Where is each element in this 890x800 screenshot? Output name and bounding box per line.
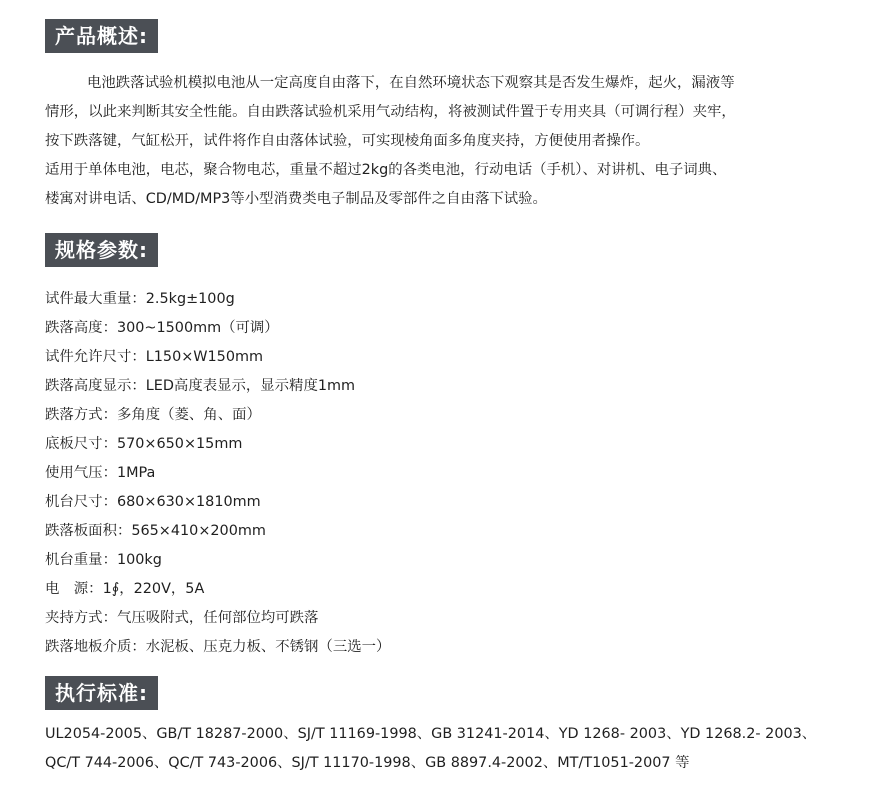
spec-item-machine-weight: 机台重量：100kg bbox=[45, 552, 162, 568]
spec-item-clamping: 夹持方式：气压吸附式，任何部位均可跌落 bbox=[45, 610, 319, 626]
spec-item-air-pressure: 使用气压：1MPa bbox=[45, 465, 156, 481]
overview-line-4: 适用于单体电池，电芯，聚合物电芯，重量不超过2kg的各类电池，行动电话（手机）、对讲机、电子词典、 bbox=[45, 162, 727, 178]
standards-line-1: UL2054-2005、GB/T 18287-2000、SJ/T 11169-1998、GB 31241-2014、YD 1268- 2003、YD 1268.2- 2003、 bbox=[45, 726, 817, 742]
spec-item-drop-mode: 跌落方式：多角度（菱、角、面） bbox=[45, 407, 261, 423]
spec-item-floor-medium: 跌落地板介质：水泥板、压克力板、不锈钢（三选一） bbox=[45, 639, 391, 655]
spec-item-drop-height: 跌落高度：300~1500mm（可调） bbox=[45, 320, 279, 336]
section-heading-standards: 执行标准: bbox=[45, 676, 158, 710]
spec-item-max-weight: 试件最大重量：2.5kg±100g bbox=[45, 291, 235, 307]
spec-item-machine-size: 机台尺寸：680×630×1810mm bbox=[45, 494, 261, 510]
spec-list bbox=[45, 285, 390, 662]
standards-line-2: QC/T 744-2006、QC/T 743-2006、SJ/T 11170-1998、GB 8897.4-2002、MT/T1051-2007 等 bbox=[45, 755, 690, 771]
spec-item-specimen-size: 试件允许尺寸：L150×W150mm bbox=[45, 349, 264, 365]
section-heading-overview: 产品概述: bbox=[45, 19, 158, 53]
spec-item-height-display: 跌落高度显示：LED高度表显示，显示精度1mm bbox=[45, 378, 356, 394]
spec-item-drop-plate-area: 跌落板面积：565×410×200mm bbox=[45, 523, 266, 539]
overview-line-3: 按下跌落键，气缸松开，试件将作自由落体试验，可实现棱角面多角度夹持，方便使用者操作。 bbox=[45, 133, 650, 149]
section-heading-specs: 规格参数: bbox=[45, 233, 158, 267]
overview-line-1: 电池跌落试验机模拟电池从一定高度自由落下，在自然环境状态下观察其是否发生爆炸，起火，漏液等 bbox=[87, 75, 735, 91]
spec-item-base-size: 底板尺寸：570×650×15mm bbox=[45, 436, 243, 452]
spec-item-power: 电 源：1∮，220V，5A bbox=[45, 581, 205, 597]
overview-line-5: 楼寓对讲电话、CD/MD/MP3等小型消费类电子制品及零部件之自由落下试验。 bbox=[45, 191, 547, 207]
overview-line-2: 情形，以此来判断其安全性能。自由跌落试验机采用气动结构，将被测试件置于专用夹具（可调行程）夹牢， bbox=[45, 104, 736, 120]
